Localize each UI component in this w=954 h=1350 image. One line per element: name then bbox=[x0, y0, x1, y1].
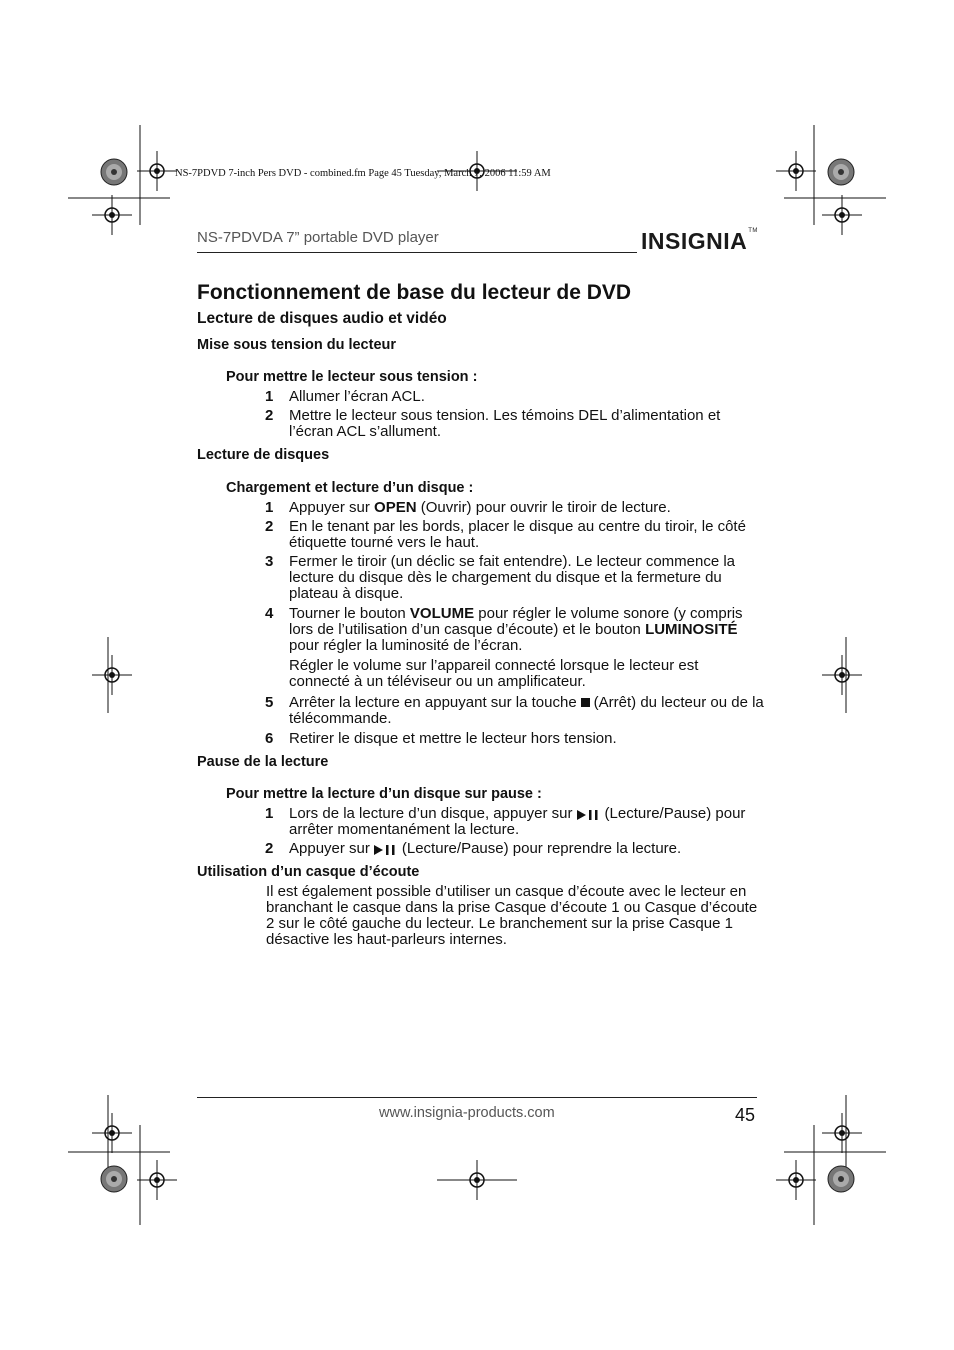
step-text: Allumer l’écran ACL. bbox=[289, 388, 425, 405]
headphones-heading: Utilisation d’un casque d’écoute bbox=[197, 864, 420, 880]
playing-step-5 bbox=[265, 695, 765, 727]
power-on-heading: Mise sous tension du lecteur bbox=[197, 337, 397, 353]
step-text-part: (Lecture/Pause) pour reprendre la lecture. bbox=[401, 840, 682, 857]
stop-icon bbox=[581, 698, 590, 707]
step-text-part: Appuyer sur bbox=[289, 840, 370, 857]
step-number: 3 bbox=[265, 553, 274, 570]
step-number: 4 bbox=[265, 605, 274, 622]
power-on-step-2 bbox=[265, 408, 765, 440]
step-number: 1 bbox=[265, 499, 274, 516]
power-on-procedure-heading: Pour mettre le lecteur sous tension : bbox=[226, 369, 478, 385]
step-text-part: pour régler la luminosité de l’écran. bbox=[289, 637, 523, 654]
page-title: Fonctionnement de base du lecteur de DVD bbox=[197, 281, 632, 304]
step-number: 1 bbox=[265, 388, 274, 405]
volume-label: VOLUME bbox=[409, 605, 475, 622]
logo-trademark: TM bbox=[748, 228, 758, 234]
step-text-part: Lors de la lecture d’un disque, appuyer sur bbox=[289, 805, 573, 822]
page-number: 45 bbox=[735, 1105, 756, 1125]
insignia-logo bbox=[641, 228, 758, 255]
playing-procedure-heading: Chargement et lecture d’un disque : bbox=[226, 480, 474, 496]
step-text bbox=[289, 500, 765, 516]
step-text-part: (Arrêt) du lecteur ou de la télécommande. bbox=[289, 694, 764, 727]
playing-heading: Lecture de disques bbox=[197, 447, 330, 463]
running-header: NS-7PDVDA 7” portable DVD player bbox=[197, 229, 439, 246]
step-text-part: pour régler le volume sonore (y compris lors de l’utilisation d’un casque d’écoute) et le bouton bbox=[289, 605, 743, 638]
playing-step-6 bbox=[265, 731, 765, 747]
print-slug: NS-7PDVD 7-inch Pers DVD - combined.fm Page 45 Tuesday, March 7, 2006 11:59 AM bbox=[175, 168, 551, 179]
step-text bbox=[289, 841, 765, 857]
pause-procedure-heading: Pour mettre la lecture d’un disque sur pause : bbox=[226, 786, 542, 802]
pause-step-1 bbox=[265, 806, 765, 838]
step-number: 2 bbox=[265, 518, 274, 535]
step-text-part: (Ouvrir) pour ouvrir le tiroir de lecture. bbox=[416, 499, 671, 516]
open-button-label: OPEN bbox=[374, 499, 417, 516]
step-text bbox=[289, 606, 765, 654]
footer-rule bbox=[197, 1097, 757, 1098]
step-number: 5 bbox=[265, 694, 274, 711]
step-text-part: (Lecture/Pause) pour arrêter momentanément la lecture. bbox=[289, 805, 746, 838]
header-rule bbox=[197, 252, 637, 253]
step-number: 6 bbox=[265, 730, 274, 747]
playing-step-2 bbox=[265, 519, 765, 551]
step-number: 2 bbox=[265, 407, 274, 424]
step-text-part: Tourner le bouton bbox=[289, 605, 410, 622]
step-text: Mettre le lecteur sous tension. Les témoins DEL d’alimentation et l’écran ACL s’allument. bbox=[289, 407, 721, 440]
footer-url: www.insignia-products.com bbox=[379, 1105, 555, 1121]
headphones-text: Il est également possible d’utiliser un casque d’écoute avec le lecteur en branchant le casque dans la prise Casque d’écoute 1 ou Casque d’écoute 2 sur le côté gauche du lecteur. Le branchement sur la prise Casque 1 désactive les haut-parleurs internes. bbox=[266, 883, 758, 948]
play-pause-icon bbox=[577, 809, 601, 821]
playing-step-1 bbox=[265, 500, 765, 516]
step-text: Retirer le disque et mettre le lecteur hors tension. bbox=[289, 730, 617, 747]
playing-step-3 bbox=[265, 554, 765, 602]
step-number: 2 bbox=[265, 840, 274, 857]
play-pause-icon bbox=[374, 844, 398, 856]
pause-step-2 bbox=[265, 841, 765, 857]
playing-step-4-note: Régler le volume sur l’appareil connecté lorsque le lecteur est connecté à un téléviseur ou un amplificateur. bbox=[289, 657, 699, 690]
logo-text: INSIGNIA bbox=[641, 228, 748, 254]
step-number: 1 bbox=[265, 805, 274, 822]
section-heading: Lecture de disques audio et vidéo bbox=[197, 310, 447, 327]
step-text bbox=[289, 806, 765, 838]
step-text: Fermer le tiroir (un déclic se fait entendre). Le lecteur commence la lecture du disque dès le chargement du disque et la fermeture du plateau à disque. bbox=[289, 553, 736, 602]
step-text-part: Arrêter la lecture en appuyant sur la touche bbox=[289, 694, 577, 711]
step-text-part: Appuyer sur bbox=[289, 499, 375, 516]
step-text bbox=[289, 695, 765, 727]
power-on-step-1 bbox=[265, 389, 765, 405]
playing-step-4 bbox=[265, 606, 765, 654]
pause-heading: Pause de la lecture bbox=[197, 754, 329, 770]
step-text: En le tenant par les bords, placer le disque au centre du tiroir, le côté étiquette tourné vers le haut. bbox=[289, 518, 746, 551]
luminosite-label: LUMINOSITÉ bbox=[645, 621, 738, 638]
